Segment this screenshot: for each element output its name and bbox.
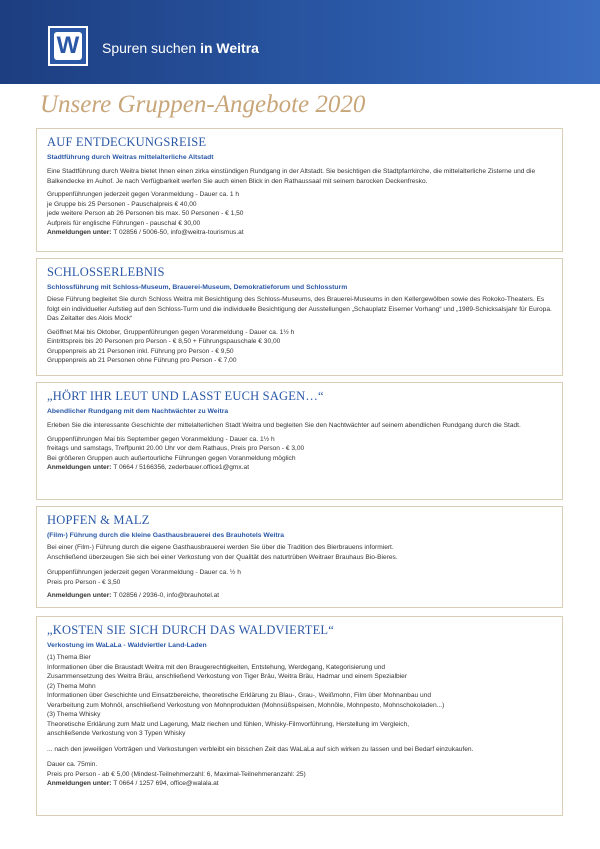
offer-detail: je Gruppe bis 25 Personen - Pauschalpreis € 40,00 [47,200,197,208]
offer-subtitle: Abendlicher Rundgang mit dem Nachtwächter zu Weitra [47,408,229,415]
offer-description: (3) Thema Whisky [47,711,101,718]
offer-heading: AUF ENTDECKUNGSREISE [47,135,207,149]
offer-subtitle: Schlossführung mit Schloss-Museum, Brauerei-Museum, Demokratieforum und Schlossturm [47,284,348,291]
brand-prefix: Spuren suchen [102,40,201,56]
registration-label: Anmeldungen unter: [47,464,112,471]
page-title: Unsere Gruppen-Angebote 2020 [40,91,366,118]
registration-label: Anmeldungen unter: [47,780,112,787]
registration-contact: T 0664 / 5166356, zederbauer.office1@gmx.at [111,464,250,471]
offer-description: Informationen über die Braustadt Weitra mit den Braugerechtigkeiten, Entstehung, Werdegang, Kategorisierung und [47,663,386,671]
offer-detail: Dauer ca. 75min. [47,761,98,768]
offer-description: (1) Thema Bier [47,654,91,661]
brand-text [102,40,259,56]
offer-detail: Gruppenpreis ab 21 Personen inkl. Führung pro Person - € 9,50 [47,347,234,355]
header-banner [0,0,600,84]
offer-detail: Gruppenpreis ab 21 Personen ohne Führung pro Person - € 7,00 [47,357,237,364]
registration-contact: T 02856 / 2936-0, info@brauhotel.at [111,592,220,599]
offer-box-5 [36,616,563,816]
offer-subtitle: Stadtführung durch Weitras mittelalterliche Altstadt [47,154,214,161]
offer-box-1 [36,128,563,252]
offer-heading: „HÖRT IHR LEUT UND LASST EUCH SAGEN…“ [47,389,324,403]
weitra-logo [48,26,88,66]
offer-detail: Gruppenführungen jederzeit gegen Voranmeldung - Dauer ca. 1 h [47,191,240,198]
registration-contact: T 0664 / 1257 694, office@walala.at [111,780,219,787]
offer-description: Eine Stadtführung durch Weitra bietet Ihnen einen zirka einstündigen Rundgang in der Altstadt. Sie besichtigen die Stadtpfarrkirche, die mittelalterliche Zisterne und die Balkendecke im Auhof. Je nach Verfügbarkeit werfen Sie auch einen Blick in den Rathaussaal mit seinem barocken Deckenfresko. [47,168,536,185]
offer-detail: Preis pro Person - € 3,50 [47,578,121,586]
offer-heading: „KOSTEN SIE SICH DURCH DAS WALDVIERTEL“ [47,623,335,637]
offer-detail: Geöffnet Mai bis Oktober, Gruppenführungen gegen Voranmeldung - Dauer ca. 1½ h [47,328,295,336]
registration-line [47,228,552,238]
offer-description: Erleben Sie die interessante Geschichte der mittelalterlichen Stadt Weitra und begleiten Sie den Nachtwächter auf seinem abendlichen Rundgang durch die Stadt. [47,422,521,429]
offer-detail: freitags und samstags, Treffpunkt 20.00 Uhr vor dem Rathaus, Preis pro Person - € 3,00 [47,445,305,452]
offer-detail: Eintrittspreis bis 20 Personen pro Person - € 8,50 + Führungspauschale € 30,00 [47,338,281,345]
offer-subtitle: (Film-) Führung durch die kleine Gasthausbrauerei des Brauhotels Weitra [47,532,285,539]
registration-label: Anmeldungen unter: [47,592,112,599]
offer-description: Zusammensetzung des Weitra Bräu, anschließend Verkostung von Tiger Bräu, Weitra Bräu, Hadmar und einem Spezialbier [47,673,408,680]
registration-line [47,463,552,473]
offer-description: anschließende Verkostung von 3 Typen Whisky [47,730,186,737]
offer-heading: HOPFEN & MALZ [47,513,150,527]
brand-bold: in Weitra [200,40,259,56]
offer-detail: Preis pro Person - ab € 5,00 (Mindest-Teilnehmerzahl: 6, Maximal-Teilnehmeranzahl: 25) [47,770,306,778]
registration-label: Anmeldungen unter: [47,229,112,236]
offer-box-3 [36,382,563,500]
registration-line [47,779,552,789]
offer-description: Diese Führung begleitet Sie durch Schloss Weitra mit Besichtigung des Schloss-Museums, des Brauerei-Museums in den Kellergewölben sowie des Rokoko-Theaters. Es folgt ein individueller Aufstieg auf den Schloss-Turm und die individuelle Besichtigung der Ausstellungen „Schauplatz Eiserner Vorhang“ und „1989-Schicksalsjahr für Europa. Das Zeitalter des Alois Mock“ [47,296,552,322]
offer-detail: Gruppenführungen Mai bis September gegen Voranmeldung - Dauer ca. 1½ h [47,435,275,443]
offer-description: Bei einer (Film-) Führung durch die eigene Gasthausbrauerei werden Sie über die Tradition des Bierbrauens informiert. [47,544,394,551]
offer-subtitle: Verkostung im WaLaLa - Waldviertler Land-Laden [47,642,207,649]
offer-box-4 [36,506,563,608]
offer-heading: SCHLOSSERLEBNIS [47,265,165,279]
offer-box-2 [36,258,563,376]
logo-letter: W [54,32,82,60]
offer-detail: Bei größeren Gruppen auch außertourliche Führungen gegen Voranmeldung möglich [47,454,296,462]
offer-description: Theoretische Erklärung zum Malz und Lagerung, Malz riechen und fühlen, Whisky-Filmvorführung, Herstellung im Vergleich, [47,720,410,728]
offer-description: Informationen über Geschichte und Einsatzbereiche, theoretische Erklärung zu Blau-, Grau-, Weißmohn, Film über Mohnanbau und [47,692,431,699]
offer-description: Verarbeitung zum Mohnöl, anschließend Verkostung von Mohnprodukten (Mohnsüßspeisen, Mohnöle, Mohnpesto, Mohnschokoladen...) [47,701,445,709]
offer-detail: Gruppenführungen jederzeit gegen Voranmeldung - Dauer ca. ½ h [47,569,241,576]
offer-note: ... nach den jeweiligen Vorträgen und Verkostungen verbleibt ein bisschen Zeit das WaLaLa auf sich wirken zu lassen und bei Bedarf einzukaufen. [47,745,474,753]
offer-description: Anschließend überzeugen Sie sich bei einer Verkostung von der Qualität des naturtrüben Weitraer Brauhaus Bio-Bieres. [47,553,398,561]
registration-contact: T 02856 / 5006-50, info@weitra-tourismus.at [111,229,244,236]
offer-detail: jede weitere Person ab 26 Personen bis max. 50 Personen - € 1,50 [47,210,244,217]
registration-line [47,591,552,601]
offer-detail: Aufpreis für englische Führungen - pauschal € 30,00 [47,219,201,227]
offer-description: (2) Thema Mohn [47,682,96,690]
